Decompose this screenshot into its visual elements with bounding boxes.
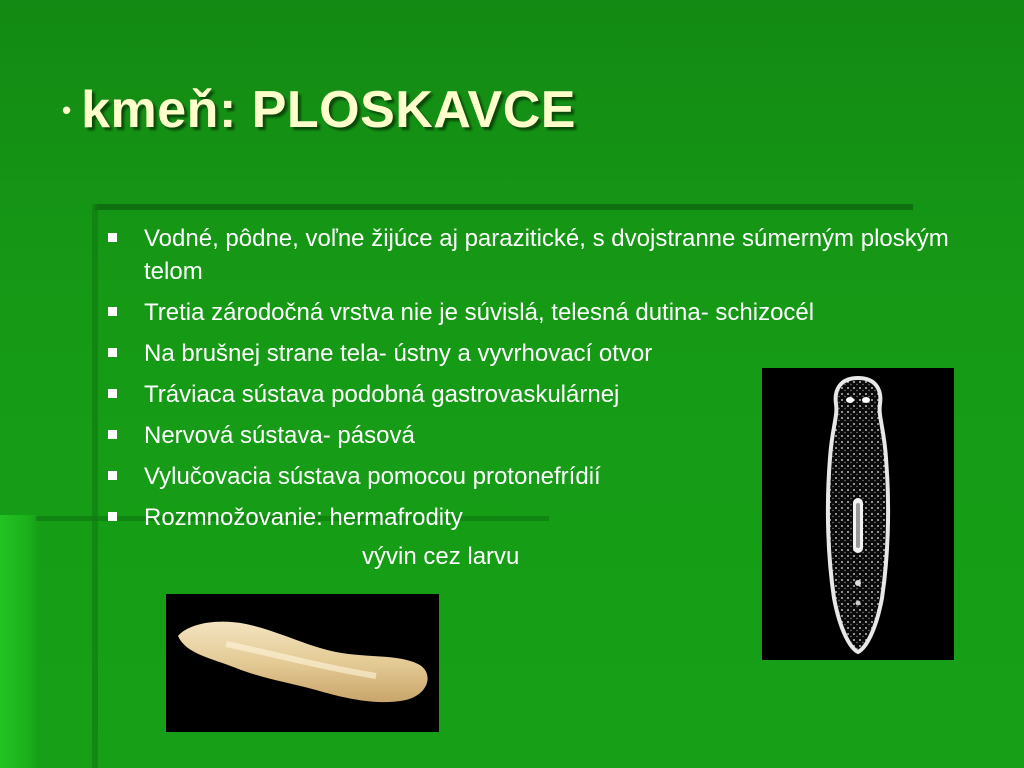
- square-bullet-icon: [108, 430, 117, 439]
- bullet-continuation: vývin cez larvu: [362, 543, 520, 570]
- flatworm-photo: [166, 594, 439, 732]
- planaria-illustration: [762, 368, 954, 660]
- bullet-text: Vodné, pôdne, voľne žijúce aj parazitické, s dvojstranne súmerným ploským telom: [144, 225, 949, 285]
- bullet-text: Nervová sústava- pásová: [144, 422, 415, 449]
- square-bullet-icon: [108, 233, 117, 242]
- decorative-top-rule: [95, 204, 913, 210]
- square-bullet-icon: [108, 307, 117, 316]
- square-bullet-icon: [108, 471, 117, 480]
- square-bullet-icon: [108, 348, 117, 357]
- bullet-text: Tráviaca sústava podobná gastrovaskulárnej: [144, 381, 620, 408]
- decorative-left-rule: [92, 204, 98, 768]
- bullet-item: [104, 337, 964, 370]
- decorative-left-band: [0, 515, 40, 768]
- bullet-text: Tretia zárodočná vrstva nie je súvislá, telesná dutina- schizocél: [144, 299, 815, 326]
- bullet-text: Rozmnožovanie: hermafrodity: [144, 504, 463, 531]
- bullet-item: [104, 222, 964, 288]
- flatworm-illustration: [166, 594, 439, 732]
- bullet-text: Na brušnej strane tela- ústny a vyvrhovací otvor: [144, 340, 653, 367]
- planaria-microscope-image: [762, 368, 954, 660]
- bullet-text: Vylučovacia sústava pomocou protonefrídií: [144, 463, 601, 490]
- bullet-item: [104, 296, 964, 329]
- square-bullet-icon: [108, 512, 117, 521]
- square-bullet-icon: [108, 389, 117, 398]
- title-row: [62, 78, 576, 142]
- title-bullet: •: [62, 94, 72, 125]
- slide-title: kmeň: PLOSKAVCE: [81, 81, 576, 139]
